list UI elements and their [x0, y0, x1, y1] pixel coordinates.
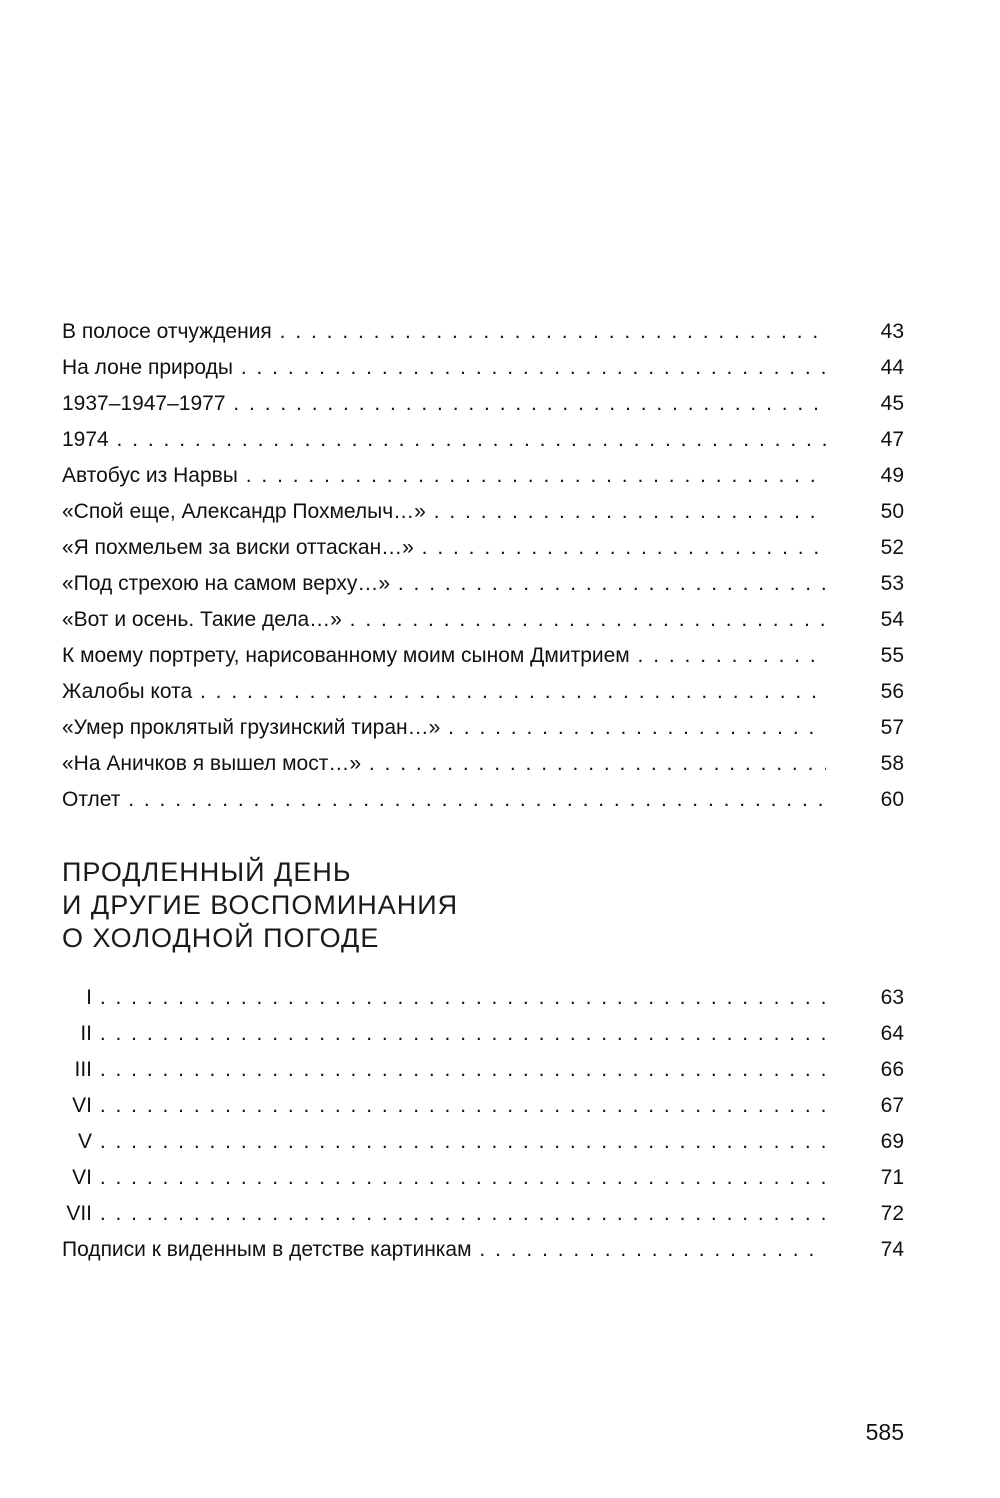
toc-entry-page: 69 [880, 1130, 904, 1153]
toc-entry-page: 71 [880, 1166, 904, 1189]
toc-entry[interactable] [62, 1196, 904, 1232]
section-heading-line: О ХОЛОДНОЙ ПОГОДЕ [62, 923, 380, 953]
toc-entry[interactable] [62, 314, 904, 350]
toc-entry[interactable] [62, 1124, 904, 1160]
toc-entry[interactable] [62, 350, 904, 386]
toc-entry-numeral: VII [66, 1202, 92, 1225]
toc-entry-numeral: III [74, 1058, 92, 1081]
toc-entry[interactable] [62, 710, 904, 746]
toc-entry-numeral: VI [72, 1166, 92, 1189]
toc-list-part-1 [62, 314, 904, 818]
page-number: 585 [865, 1419, 904, 1445]
toc-entry-numeral: II [80, 1022, 92, 1045]
toc-entry-page: 60 [880, 788, 904, 811]
toc-entry-numeral: VI [72, 1094, 92, 1117]
toc-entry-page: 44 [880, 356, 904, 379]
toc-entry-title [62, 1088, 826, 1124]
toc-entry[interactable] [62, 530, 904, 566]
toc-entry-title [62, 1160, 826, 1196]
toc-entry-page: 63 [880, 986, 904, 1009]
toc-entry[interactable] [62, 1052, 904, 1088]
toc-entry[interactable] [62, 782, 904, 818]
section-heading-line: И ДРУГИЕ ВОСПОМИНАНИЯ [62, 890, 459, 920]
toc-entry-page: 57 [880, 716, 904, 739]
toc-entry-numeral: V [77, 1130, 92, 1153]
toc-entry-page: 49 [880, 464, 904, 487]
toc-entry-title [62, 1124, 826, 1160]
toc-entry-page: 66 [880, 1058, 904, 1081]
toc-entry[interactable] [62, 566, 904, 602]
toc-entry-numeral: I [86, 986, 92, 1009]
toc-entry-title: «Спой еще, Александр Похмелыч…» . . . [62, 494, 826, 530]
toc-entry-title: «Под стрехою на самом верху…» . . . [62, 566, 826, 602]
toc-entry-title: 1937–1947–1977 . . . [62, 386, 826, 422]
toc-entry-title: «На Аничков я вышел мост…» . . . [62, 746, 826, 782]
toc-entry-title: Подписи к виденным в детстве картинкам . . . [62, 1232, 826, 1268]
toc-list-part-2 [62, 980, 904, 1268]
toc-entry-page: 64 [880, 1022, 904, 1045]
toc-entry-title [62, 1016, 826, 1052]
toc-entry[interactable] [62, 422, 904, 458]
toc-entry-title: «Вот и осень. Такие дела…» . . . [62, 602, 826, 638]
toc-entry[interactable] [62, 980, 904, 1016]
toc-entry-title [62, 1052, 826, 1088]
toc-entry-title [62, 1196, 826, 1232]
toc-entry-page: 54 [880, 608, 904, 631]
toc-entry-title [62, 980, 826, 1016]
toc-entry-page: 58 [880, 752, 904, 775]
toc-entry[interactable] [62, 602, 904, 638]
toc-entry[interactable] [62, 494, 904, 530]
toc-entry-page: 72 [880, 1202, 904, 1225]
toc-entry-title: Отлет . . . [62, 782, 826, 818]
toc-entry-page: 55 [880, 644, 904, 667]
toc-entry-title: На лоне природы . . . [62, 350, 826, 386]
toc-entry-title: Автобус из Нарвы . . . [62, 458, 826, 494]
toc-entry-title: «Умер проклятый грузинский тиран…» . . . [62, 710, 826, 746]
toc-entry-page: 45 [880, 392, 904, 415]
toc-entry[interactable] [62, 1016, 904, 1052]
toc-entry-page: 53 [880, 572, 904, 595]
toc-entry[interactable] [62, 386, 904, 422]
toc-entry-page: 43 [880, 320, 904, 343]
toc-entry-page: 50 [880, 500, 904, 523]
toc-entry[interactable] [62, 638, 904, 674]
toc-entry-page: 47 [880, 428, 904, 451]
toc-entry-page: 67 [880, 1094, 904, 1117]
toc-entry[interactable] [62, 674, 904, 710]
toc-entry[interactable] [62, 1160, 904, 1196]
toc-entry-title: «Я похмельем за виски оттаскан…» . . . [62, 530, 826, 566]
toc-entry[interactable] [62, 746, 904, 782]
toc-entry-title: 1974 . . . [62, 422, 826, 458]
toc-entry-page: 74 [880, 1238, 904, 1261]
toc-entry-title: К моему портрету, нарисованному моим сыном Дмитрием . . . [62, 638, 826, 674]
toc-entry[interactable] [62, 458, 904, 494]
toc-entry[interactable] [62, 1232, 904, 1268]
toc-entry-title: Жалобы кота . . . [62, 674, 826, 710]
toc-entry-title: В полосе отчуждения . . . [62, 314, 826, 350]
section-heading-line: ПРОДЛЕННЫЙ ДЕНЬ [62, 857, 352, 887]
toc-entry[interactable] [62, 1088, 904, 1124]
toc-entry-page: 52 [880, 536, 904, 559]
toc-entry-page: 56 [880, 680, 904, 703]
section-heading [62, 856, 458, 955]
